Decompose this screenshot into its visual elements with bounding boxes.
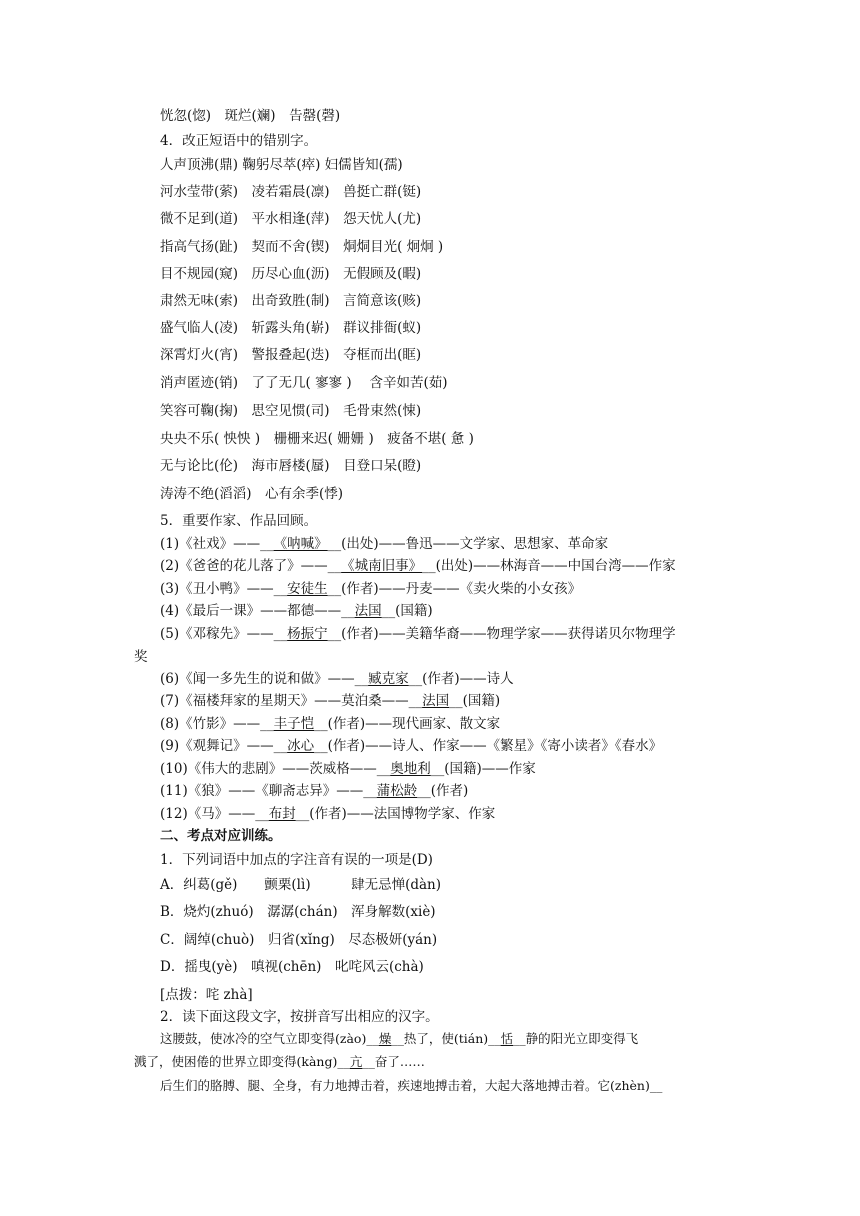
text-line: 央央不乐( 怏怏 ) 栅栅来迟( 姗姗 ) 疲备不堪( 惫 ) xyxy=(160,431,474,447)
writer-item-10: (10)《伟大的悲剧》——茨威格——__奥地利__(国籍)——作家 xyxy=(160,761,536,777)
hint-note: [点拨：咤 zhà] xyxy=(160,987,253,1003)
text-line: 目不规园(窥) 历尽心血(沥) 无假顾及(暇) xyxy=(160,266,422,282)
text-line: 河水莹带(萦) 凌若霜晨(凛) 兽挺亡群(铤) xyxy=(160,184,422,200)
passage-line-1: 这腰鼓，使冰冷的空气立即变得(zào)__燥__热了，使(tián)__恬__静的阳光立即变得飞 xyxy=(160,1031,639,1046)
writer-item-11: (11)《狼》——《聊斋志异》——__蒲松龄__(作者) xyxy=(160,783,469,799)
writer-item-3: (3)《丑小鸭》——__安徒生__(作者)——丹麦——《卖火柴的小女孩》 xyxy=(160,581,582,597)
text-line: 人声顶沸(鼎) 鞠躬尽萃(瘁) 妇儒皆知(孺) xyxy=(160,157,403,173)
passage-line-2: 溅了，使困倦的世界立即变得(kàng)__亢__奋了…… xyxy=(134,1054,425,1069)
writer-item-2: (2)《爸爸的花儿落了》——__《城南旧事》__(出处)——林海音——中国台湾——作家 xyxy=(160,558,676,574)
writer-item-7: (7)《福楼拜家的星期天》——莫泊桑——__法国__(国籍) xyxy=(160,693,501,709)
text-line: 消声匿迹(销) 了了无几( 寥寥 ) 含辛如苦(茹) xyxy=(160,375,448,391)
text-line: 指高气扬(趾) 契而不舍(锲) 烔烔目光( 炯炯 ) xyxy=(160,239,444,255)
writer-item-5-continued: 奖 xyxy=(134,649,148,665)
option-a: A．纠葛(gě) 颤栗(lì) 肆无忌惮(dàn) xyxy=(160,877,442,893)
question-4-heading: 4．改正短语中的错别字。 xyxy=(160,133,318,149)
text-line: 盛气临人(凌) 斩露头角(崭) 群议排衙(蚁) xyxy=(160,320,422,336)
section-2-heading: 二、考点对应训练。 xyxy=(160,828,282,844)
question-2: 2．读下面这段文字，按拼音写出相应的汉字。 xyxy=(160,1009,439,1025)
writer-item-5: (5)《邓稼先》——__杨振宁__(作者)——美籍华裔——物理学家——获得诺贝尔物理学 xyxy=(160,626,676,642)
text-line: 恍忽(惚) 斑烂(斓) 告罄(磬) xyxy=(160,108,341,124)
writer-item-8: (8)《竹影》——__丰子恺__(作者)——现代画家、散文家 xyxy=(160,716,501,732)
writer-item-1: (1)《社戏》——__《呐喊》__(出处)——鲁迅——文学家、思想家、革命家 xyxy=(160,536,609,552)
text-line: 深霄灯火(宵) 警报叠起(迭) 夺框而出(眶) xyxy=(160,347,422,363)
writer-item-6: (6)《闻一多先生的说和做》——__臧克家__(作者)——诗人 xyxy=(160,671,514,687)
option-b: B．烧灼(zhuó) 潺潺(chán) 浑身解数(xiè) xyxy=(160,904,436,920)
passage-line-3: 后生们的胳膊、腿、全身，有力地搏击着，疾速地搏击着，大起大落地搏击着。它(zhèn)__ xyxy=(160,1078,663,1093)
writer-item-9: (9)《观舞记》——__冰心__(作者)——诗人、作家——《繁星》《寄小读者》《春水》 xyxy=(160,738,663,754)
text-line: 肃然无味(索) 出奇致胜(制) 言简意该(赅) xyxy=(160,293,422,309)
writer-item-12: (12)《马》——__布封__(作者)——法国博物学家、作家 xyxy=(160,806,496,822)
writer-item-4: (4)《最后一课》——都德——__法国__(国籍) xyxy=(160,603,433,619)
question-1: 1．下列词语中加点的字注音有误的一项是(D) xyxy=(160,852,433,868)
question-5-heading: 5．重要作家、作品回顾。 xyxy=(160,513,318,529)
option-c: C．阔绰(chuò) 归省(xǐng) 尽态极妍(yán) xyxy=(160,932,438,948)
text-line: 无与论比(伦) 海市唇楼(蜃) 目登口呆(瞪) xyxy=(160,458,422,474)
text-line: 微不足到(道) 平水相逢(萍) 怨天忧人(尤) xyxy=(160,211,422,227)
option-d: D．摇曳(yè) 嗔视(chēn) 叱咤风云(chà) xyxy=(160,959,424,975)
text-line: 笑容可鞠(掬) 思空见惯(司) 毛骨束然(悚) xyxy=(160,403,422,419)
text-line: 涛涛不绝(滔滔) 心有余季(悸) xyxy=(160,486,344,502)
